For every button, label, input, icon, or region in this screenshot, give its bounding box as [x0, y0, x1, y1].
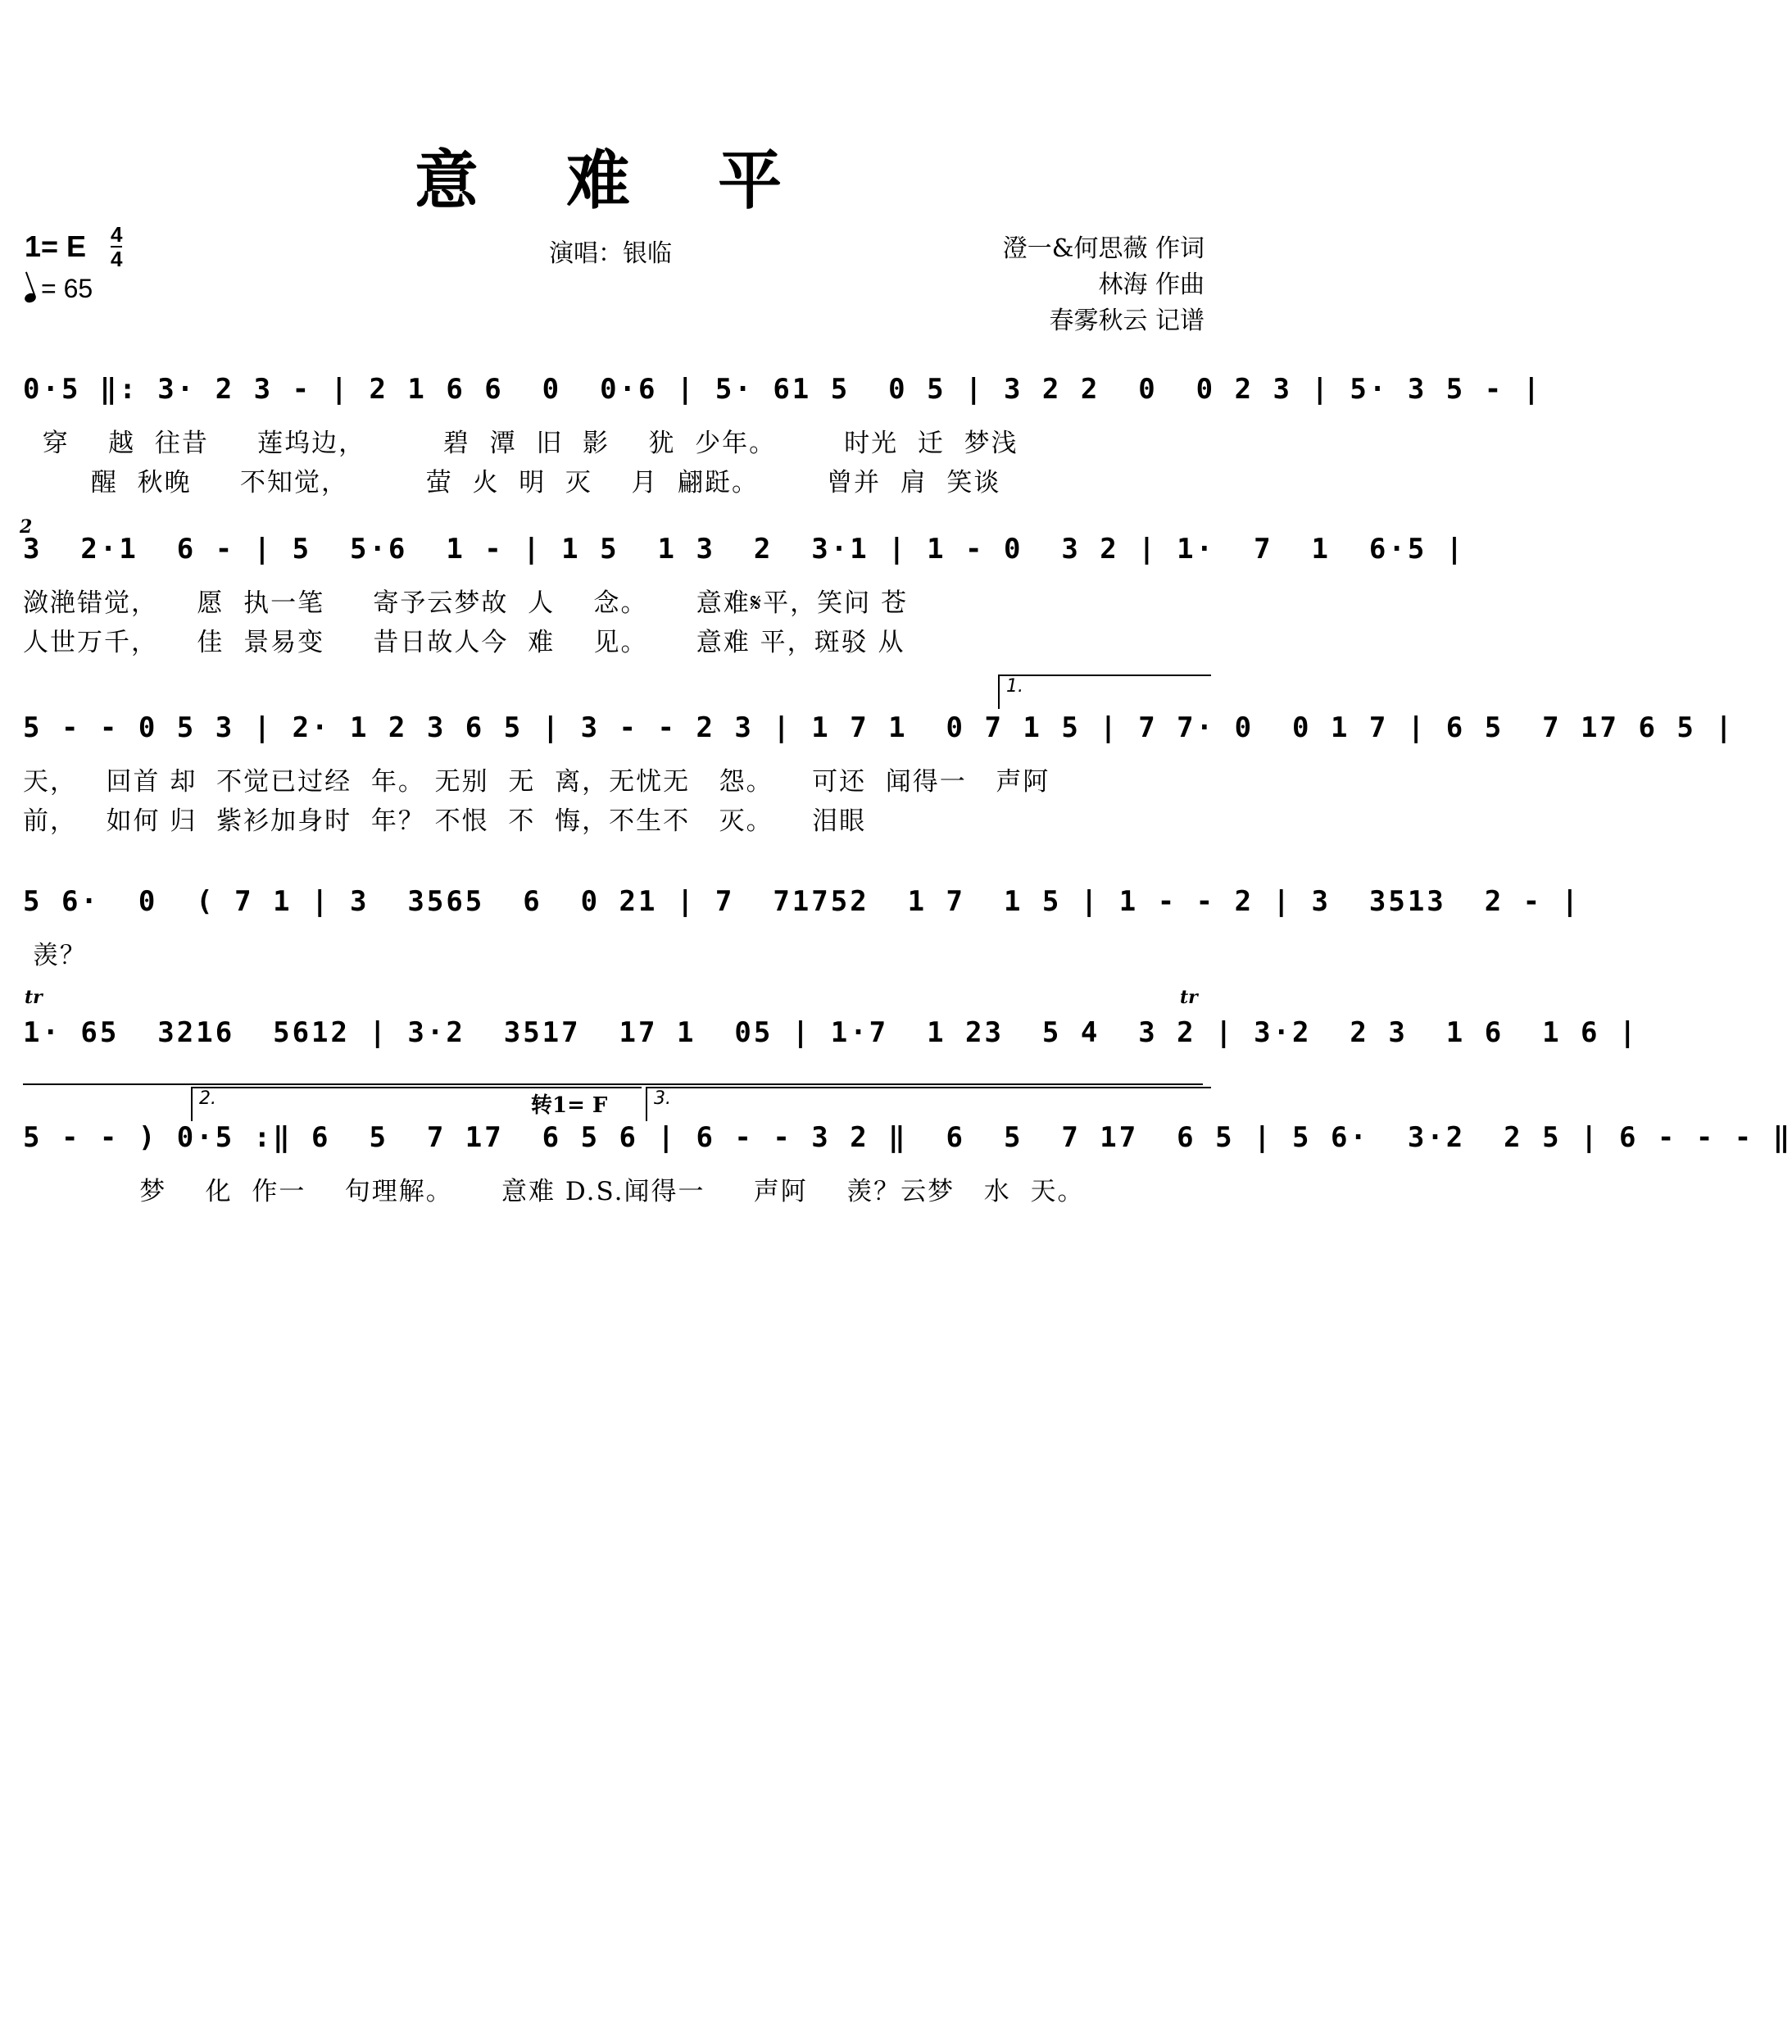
lyric-line-verse-1: 天， 回首 却 不觉已过经 年。 无别 无 离，无忧无 怨。 可还 闻得一 声阿	[23, 767, 1050, 797]
third-ending-bracket: 3.	[646, 1087, 1211, 1121]
composer-credit: 林海 作曲	[1098, 270, 1204, 299]
trill-mark-right: tr	[1180, 987, 1198, 1008]
trill-mark-left: tr	[25, 987, 43, 1008]
lyric-line-verse-1: 羡？	[23, 941, 87, 970]
page-title: 意 难 平	[414, 143, 815, 218]
notation-line: 0·5 ‖: 3· 2 3 - | 2 1 6 6 0 0·6 | 5· 61 5 0 5 | 3 2 2 0 0 2 3 | 5· 3 5 - |	[23, 373, 1543, 406]
first-ending-bracket: 1.	[998, 675, 1211, 709]
tempo-marking	[25, 274, 93, 304]
time-signature-bottom: 4	[111, 247, 123, 271]
segno-count: 2	[20, 516, 33, 538]
tie-line	[23, 1083, 1203, 1085]
lyricist-credit: 澄一&何思薇 作词	[1002, 234, 1204, 263]
quarter-note-icon	[24, 292, 38, 304]
notation-line: 1· 65 3216 5612 | 3·2 3517 17 1 05 | 1·7 1 23 5 4 3 2 | 3·2 2 3 1 6 1 6 |	[23, 1016, 1639, 1049]
notation-line: 3 2·1 6 - | 5 5·6 1 - | 1 5 1 3 2 3·1 | 1 - 0 3 2 | 1· 7 1 6·5 |	[23, 533, 1466, 566]
key-change-marking: 转1= F	[531, 1093, 608, 1118]
lyric-line-verse-1: 穿 越 往昔 莲坞边， 碧 潭 旧 影 犹 少年。 时光 迁 梦浅	[23, 429, 1018, 458]
time-signature-top: 4	[111, 222, 123, 247]
lyric-line-verse-2: 醒 秋晚 不知觉， 萤 火 明 灭 月 翩跹。 曾并 肩 笑谈	[23, 468, 1001, 497]
singer-credit: 演唱：银临	[549, 239, 672, 268]
second-ending-bracket: 2.	[191, 1087, 642, 1121]
notation-line: 5 - - ) 0·5 :‖ 6 5 7 17 6 5 6 | 6 - - 3 2 ‖ 6 5 7 17 6 5 | 5 6· 3·2 2 5 | 6 - - - ‖	[23, 1121, 1792, 1154]
key-signature: 1= E	[25, 229, 87, 263]
lyric-line-verse-2: 前， 如何 归 紫衫加身时 年？ 不恨 不 悔，不生不 灭。 泪眼	[23, 806, 867, 836]
transcriber-credit: 春雾秋云 记谱	[1049, 307, 1204, 335]
lyric-line-verse-1: 梦 化 作一 句理解。 意难 D.S.闻得一 声阿 羡？云梦 水 天。	[23, 1177, 1085, 1206]
time-signature	[111, 223, 122, 270]
notation-line: 5 6· 0 ( 7 1 | 3 3565 6 0 21 | 7 71752 1 7 1 5 | 1 - - 2 | 3 3513 2 - |	[23, 885, 1581, 918]
lyric-line-verse-2: 人世万千， 佳 景易变 昔日故人今 难 见。 意难 平，斑驳 从	[23, 628, 905, 657]
credits	[1003, 231, 1204, 339]
notation-line: 5 - - 0 5 3 | 2· 1 2 3 6 5 | 3 - - 2 3 | 1 7 1 0 7 1 5 | 7 7· 0 0 1 7 | 6 5 7 17 6 5 |	[23, 711, 1735, 744]
tempo-value: = 65	[41, 274, 93, 303]
lyric-line-verse-1: 潋滟错觉， 愿 执一笔 寄予云梦故 人 念。 意难𝄋平，笑问 苍	[23, 588, 908, 618]
